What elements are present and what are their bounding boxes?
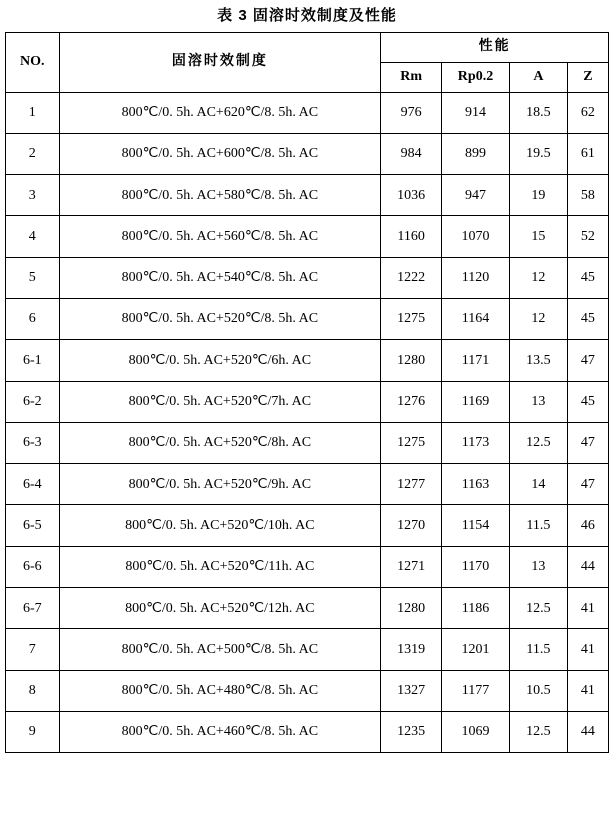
cell-rm: 1235 [381, 711, 442, 752]
table-row [6, 298, 609, 339]
cell-a: 18.5 [510, 92, 568, 133]
cell-rm: 1319 [381, 629, 442, 670]
table-caption: 表 3 固溶时效制度及性能 [217, 7, 397, 24]
cell-z: 61 [567, 133, 608, 174]
cell-regime: 800℃/0. 5h. AC+520℃/8. 5h. AC [59, 298, 381, 339]
cell-z: 47 [567, 422, 608, 463]
cell-regime: 800℃/0. 5h. AC+520℃/10h. AC [59, 505, 381, 546]
header-regime: 固溶时效制度 [59, 32, 381, 92]
cell-rp02: 1164 [442, 298, 510, 339]
cell-z: 41 [567, 588, 608, 629]
cell-z: 41 [567, 629, 608, 670]
cell-regime: 800℃/0. 5h. AC+520℃/8h. AC [59, 422, 381, 463]
cell-z: 45 [567, 257, 608, 298]
cell-z: 47 [567, 340, 608, 381]
header-rp02: Rp0.2 [442, 62, 510, 92]
cell-rp02: 1163 [442, 464, 510, 505]
cell-regime: 800℃/0. 5h. AC+520℃/9h. AC [59, 464, 381, 505]
cell-regime: 800℃/0. 5h. AC+620℃/8. 5h. AC [59, 92, 381, 133]
solution-aging-table [5, 32, 609, 754]
cell-rp02: 1120 [442, 257, 510, 298]
cell-regime: 800℃/0. 5h. AC+540℃/8. 5h. AC [59, 257, 381, 298]
cell-no: 6-3 [6, 422, 60, 463]
cell-a: 13.5 [510, 340, 568, 381]
header-z: Z [567, 62, 608, 92]
cell-no: 6 [6, 298, 60, 339]
cell-z: 45 [567, 381, 608, 422]
cell-z: 47 [567, 464, 608, 505]
cell-rm: 1277 [381, 464, 442, 505]
cell-rp02: 1169 [442, 381, 510, 422]
cell-rm: 1280 [381, 340, 442, 381]
cell-a: 12.5 [510, 422, 568, 463]
cell-rm: 984 [381, 133, 442, 174]
cell-rp02: 1171 [442, 340, 510, 381]
table-row [6, 92, 609, 133]
cell-rp02: 1069 [442, 711, 510, 752]
table-row [6, 257, 609, 298]
cell-rm: 1222 [381, 257, 442, 298]
cell-a: 14 [510, 464, 568, 505]
cell-no: 5 [6, 257, 60, 298]
table-row [6, 505, 609, 546]
cell-no: 2 [6, 133, 60, 174]
cell-a: 10.5 [510, 670, 568, 711]
cell-rp02: 1154 [442, 505, 510, 546]
table-row [6, 422, 609, 463]
cell-rp02: 1186 [442, 588, 510, 629]
cell-rp02: 1170 [442, 546, 510, 587]
cell-rm: 1036 [381, 175, 442, 216]
table-row [6, 381, 609, 422]
table-row [6, 546, 609, 587]
cell-rm: 1275 [381, 298, 442, 339]
table-row [6, 340, 609, 381]
cell-rp02: 914 [442, 92, 510, 133]
cell-rp02: 1201 [442, 629, 510, 670]
cell-a: 12.5 [510, 588, 568, 629]
cell-no: 6-5 [6, 505, 60, 546]
cell-a: 19.5 [510, 133, 568, 174]
cell-regime: 800℃/0. 5h. AC+460℃/8. 5h. AC [59, 711, 381, 752]
table-row [6, 133, 609, 174]
cell-no: 1 [6, 92, 60, 133]
table-row [6, 175, 609, 216]
cell-regime: 800℃/0. 5h. AC+600℃/8. 5h. AC [59, 133, 381, 174]
cell-rm: 1280 [381, 588, 442, 629]
header-rm: Rm [381, 62, 442, 92]
cell-no: 6-4 [6, 464, 60, 505]
cell-no: 7 [6, 629, 60, 670]
cell-rp02: 899 [442, 133, 510, 174]
cell-regime: 800℃/0. 5h. AC+520℃/12h. AC [59, 588, 381, 629]
header-a: A [510, 62, 568, 92]
cell-z: 46 [567, 505, 608, 546]
cell-a: 11.5 [510, 505, 568, 546]
cell-a: 19 [510, 175, 568, 216]
cell-a: 11.5 [510, 629, 568, 670]
table-row [6, 464, 609, 505]
cell-rm: 1270 [381, 505, 442, 546]
table-header [6, 32, 609, 92]
table-row [6, 711, 609, 752]
cell-rm: 1271 [381, 546, 442, 587]
cell-regime: 800℃/0. 5h. AC+480℃/8. 5h. AC [59, 670, 381, 711]
table-row [6, 670, 609, 711]
cell-no: 6-6 [6, 546, 60, 587]
cell-a: 13 [510, 546, 568, 587]
header-no: NO. [6, 32, 60, 92]
table-row [6, 216, 609, 257]
cell-no: 9 [6, 711, 60, 752]
table-row [6, 588, 609, 629]
cell-no: 4 [6, 216, 60, 257]
cell-no: 6-1 [6, 340, 60, 381]
cell-z: 58 [567, 175, 608, 216]
table-body [6, 92, 609, 753]
cell-rm: 1327 [381, 670, 442, 711]
cell-regime: 800℃/0. 5h. AC+500℃/8. 5h. AC [59, 629, 381, 670]
cell-regime: 800℃/0. 5h. AC+520℃/6h. AC [59, 340, 381, 381]
cell-a: 15 [510, 216, 568, 257]
cell-a: 13 [510, 381, 568, 422]
table-header-row-1 [6, 32, 609, 62]
cell-rp02: 1070 [442, 216, 510, 257]
page-bottom-margin [0, 817, 614, 827]
cell-a: 12 [510, 298, 568, 339]
cell-z: 52 [567, 216, 608, 257]
cell-z: 41 [567, 670, 608, 711]
cell-z: 62 [567, 92, 608, 133]
cell-rm: 1160 [381, 216, 442, 257]
cell-regime: 800℃/0. 5h. AC+580℃/8. 5h. AC [59, 175, 381, 216]
cell-no: 6-2 [6, 381, 60, 422]
cell-z: 45 [567, 298, 608, 339]
cell-z: 44 [567, 711, 608, 752]
cell-a: 12.5 [510, 711, 568, 752]
cell-rm: 976 [381, 92, 442, 133]
cell-no: 3 [6, 175, 60, 216]
cell-regime: 800℃/0. 5h. AC+520℃/11h. AC [59, 546, 381, 587]
table-row [6, 629, 609, 670]
cell-a: 12 [510, 257, 568, 298]
cell-regime: 800℃/0. 5h. AC+560℃/8. 5h. AC [59, 216, 381, 257]
cell-rp02: 1177 [442, 670, 510, 711]
cell-no: 6-7 [6, 588, 60, 629]
cell-regime: 800℃/0. 5h. AC+520℃/7h. AC [59, 381, 381, 422]
cell-rp02: 947 [442, 175, 510, 216]
cell-z: 44 [567, 546, 608, 587]
cell-rp02: 1173 [442, 422, 510, 463]
header-performance: 性能 [381, 32, 609, 62]
cell-rm: 1276 [381, 381, 442, 422]
cell-rm: 1275 [381, 422, 442, 463]
cell-no: 8 [6, 670, 60, 711]
